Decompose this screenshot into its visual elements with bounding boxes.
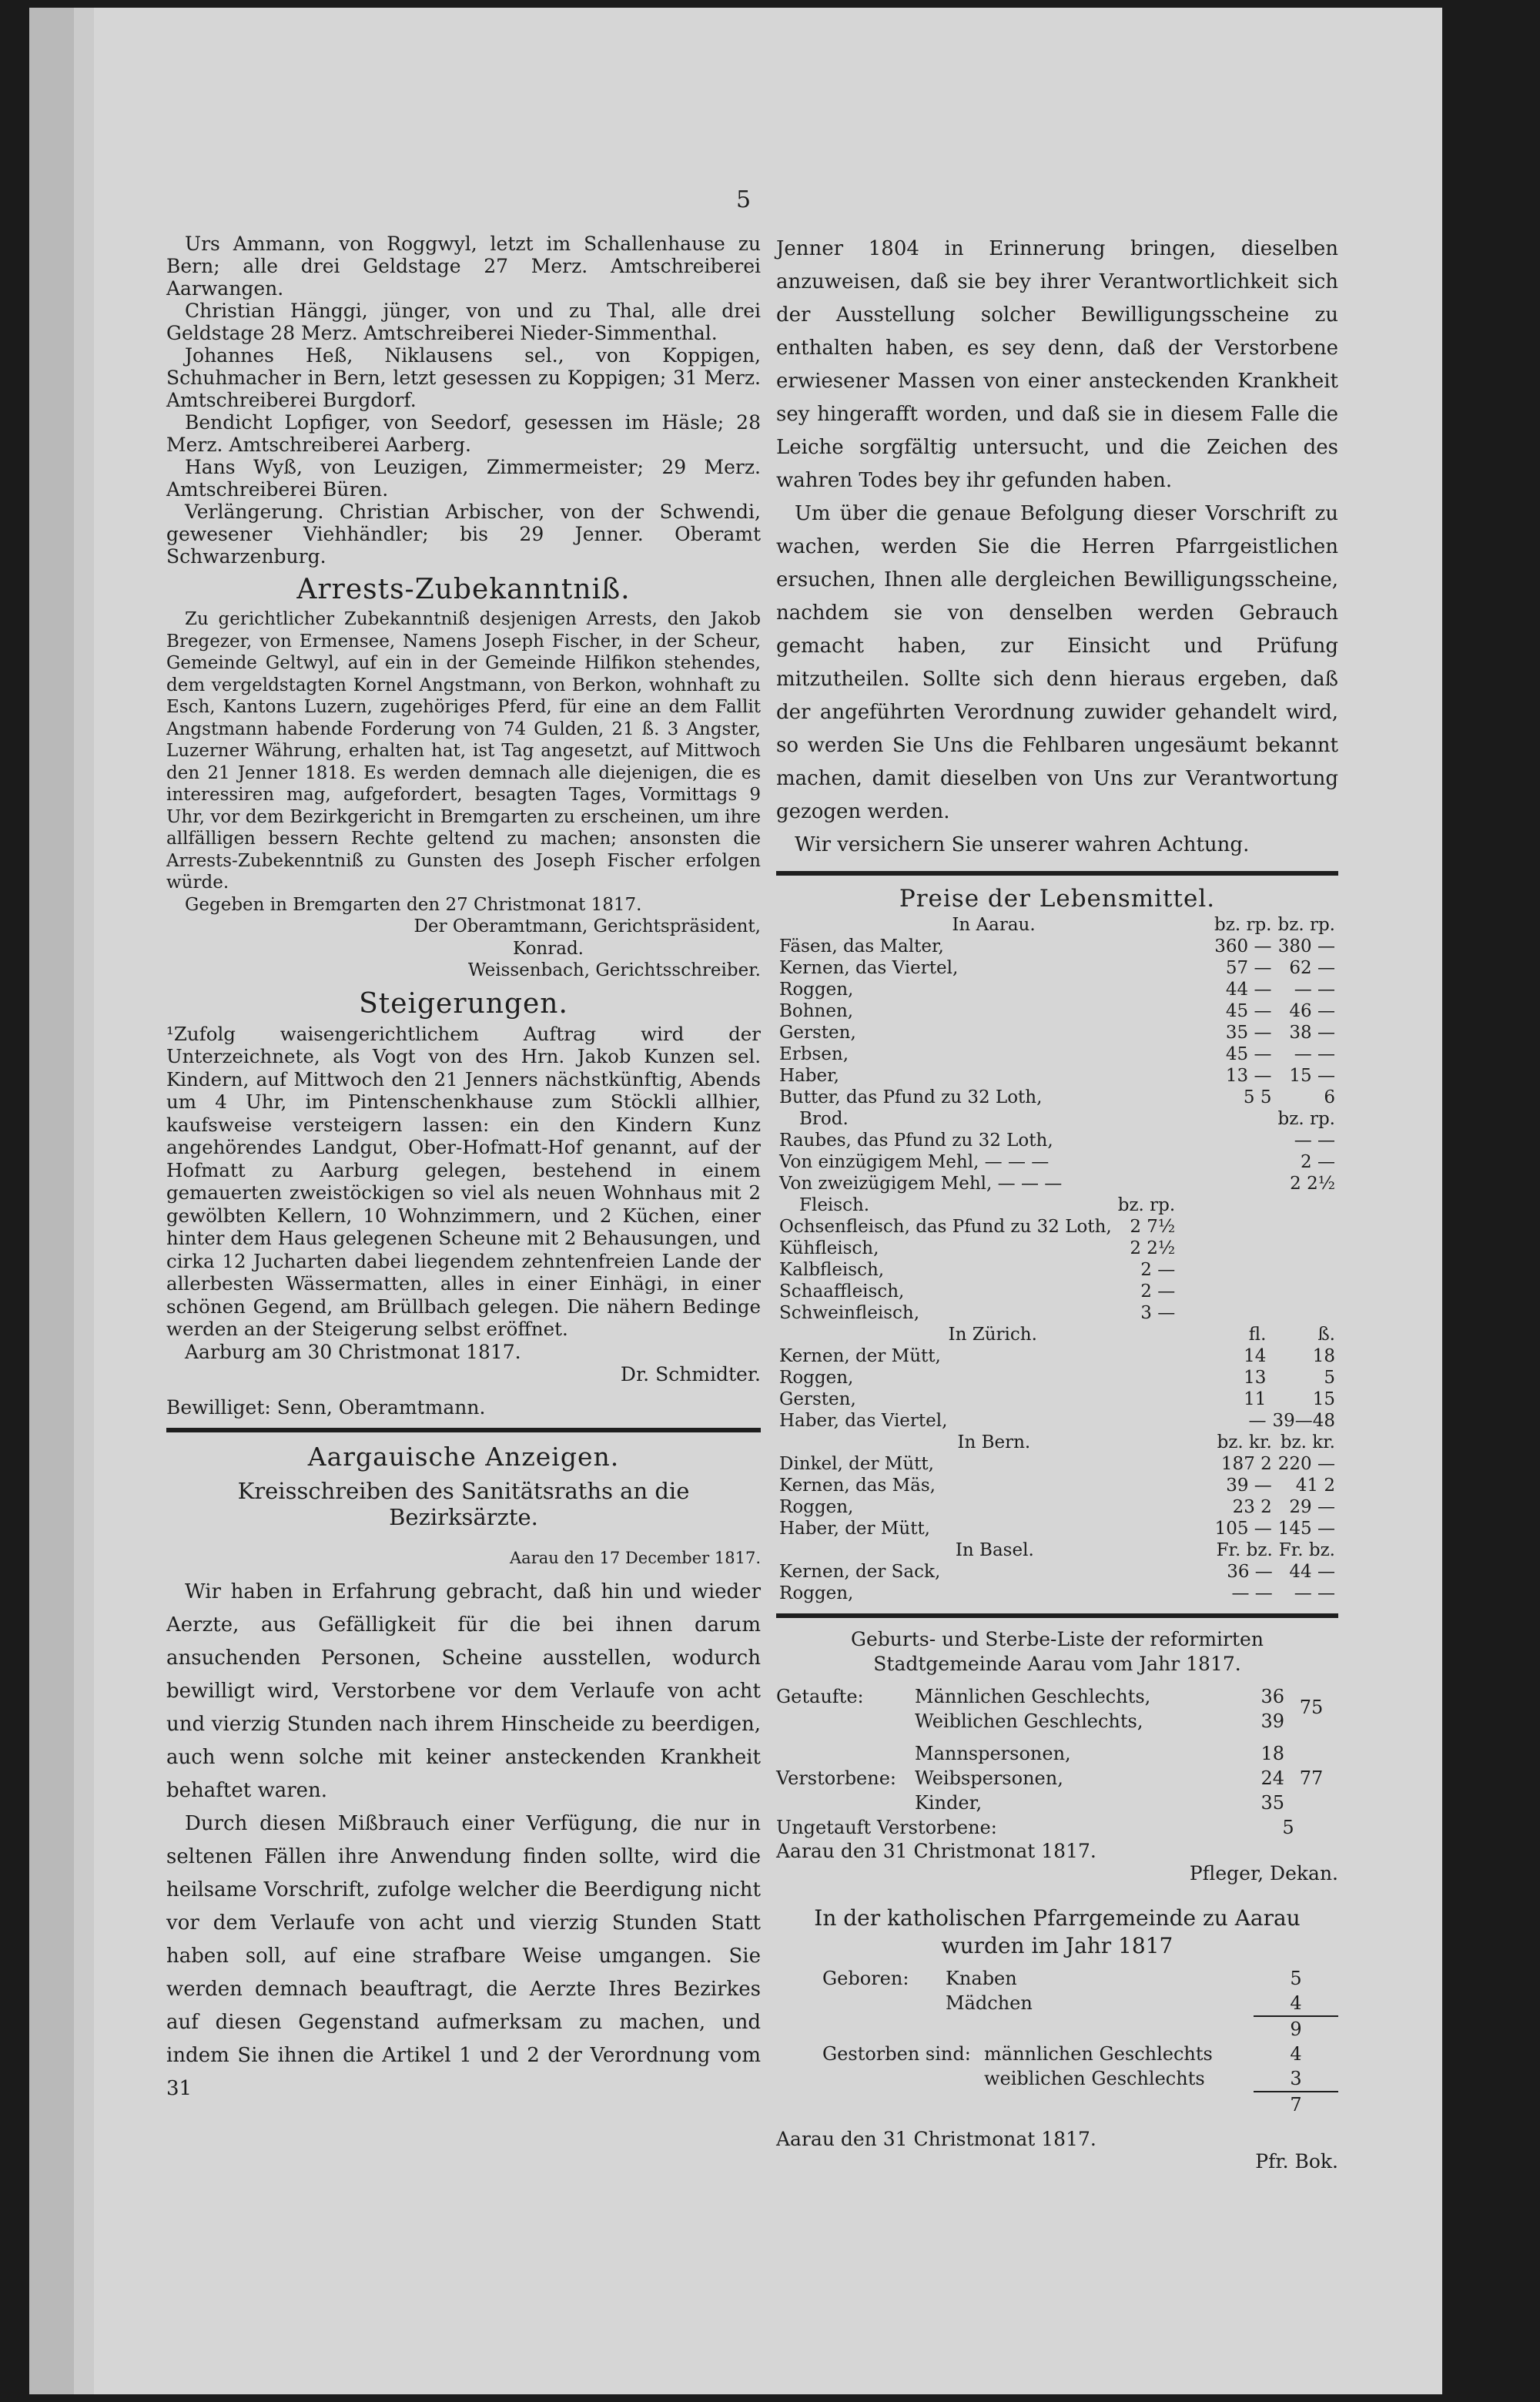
price-item: Haber, der Mütt, bbox=[779, 1519, 930, 1539]
market-label: In Basel. bbox=[955, 1540, 1034, 1560]
group-label: Geboren: bbox=[822, 1968, 909, 1989]
count-label: Knaben bbox=[946, 1968, 1017, 1989]
price-row bbox=[776, 1496, 1338, 1518]
count-value: 35 bbox=[1260, 1792, 1284, 1814]
column-unit: fl. bbox=[1248, 1325, 1267, 1345]
right-column bbox=[776, 233, 1338, 2173]
price-value: 15 — bbox=[1289, 1066, 1335, 1086]
group-total: 75 bbox=[1299, 1697, 1324, 1718]
count-label: Mädchen bbox=[946, 1992, 1033, 2014]
price-item: Kernen, das Viertel, bbox=[779, 958, 959, 978]
price-item: Kernen, der Mütt, bbox=[779, 1346, 941, 1366]
arrest-signature: Der Oberamtmann, Gerichtspräsident, bbox=[413, 916, 761, 936]
price-value: 39—48 bbox=[1272, 1411, 1335, 1431]
section-rule bbox=[776, 1613, 1338, 1618]
price-value: 18 bbox=[1312, 1346, 1335, 1366]
ungetauft-count: 5 bbox=[1282, 1817, 1294, 1838]
price-value: 29 — bbox=[1289, 1497, 1335, 1517]
count-label: Mannspersonen, bbox=[915, 1743, 1071, 1764]
price-item: Dinkel, der Mütt, bbox=[779, 1454, 934, 1474]
category-label: Fleisch. bbox=[799, 1195, 870, 1215]
market-label: In Bern. bbox=[957, 1432, 1031, 1452]
group-items bbox=[915, 1684, 1284, 1734]
price-item: Kernen, das Mäs, bbox=[779, 1476, 936, 1496]
aargau-heading: Aargauische Anzeigen. bbox=[307, 1441, 620, 1472]
count-value: 24 bbox=[1260, 1767, 1284, 1789]
price-item: Kalbfleisch, bbox=[779, 1260, 885, 1280]
count-row bbox=[984, 2042, 1338, 2066]
price-row bbox=[776, 1453, 1338, 1475]
price-value: 39 — bbox=[1226, 1476, 1272, 1496]
ref-signature: Pfleger, Dekan. bbox=[1189, 1862, 1338, 1884]
price-item: Ochsenfleisch, das Pfund zu 32 Loth, bbox=[779, 1217, 1112, 1237]
kreisschreiben-heading: Kreisschreiben des Sanitätsraths an die Bezirksärzte. bbox=[237, 1477, 690, 1530]
price-row bbox=[776, 1281, 1178, 1302]
arrest-signature: Weissenbach, Gerichtsschreiber. bbox=[467, 960, 761, 980]
price-row bbox=[776, 1065, 1338, 1087]
price-value: 360 — bbox=[1214, 936, 1272, 956]
kreisschreiben-closing: Wir versichern Sie unserer wahren Achtung. bbox=[795, 833, 1250, 856]
group-items bbox=[915, 1741, 1284, 1815]
prices-brod-table bbox=[776, 1108, 1338, 1194]
count-row bbox=[915, 1766, 1284, 1791]
column-unit: Fr. bz. bbox=[1216, 1540, 1273, 1560]
price-row bbox=[776, 1238, 1178, 1259]
price-row bbox=[776, 1087, 1338, 1108]
price-value: 38 — bbox=[1289, 1023, 1335, 1043]
geldstag-entry: Johannes Heß, Niklausens sel., von Koppigen, Schuhmacher in Bern, letzt gesessen zu Koppigen; 31 Merz. Amtschreiberei Burgdorf. bbox=[166, 344, 761, 411]
count-value: 5 bbox=[1290, 1968, 1302, 1989]
price-value: 2 — bbox=[1140, 1260, 1176, 1280]
steigerung-text: ¹Zufolg waisengerichtlichem Auftrag wird der Unterzeichnete, als Vogt von des Hrn. Jakob Kunzen sel. Kindern, auf Mittwoch den 21 Jenners nächstkünftig, Abends um 4 Uhr, im Pintenschenkhause zum Stöckli allhier, kaufsweise versteigern lassen: ein den Kindern Kunz angehörendes Landgut, Ober-Hofmatt-Hof genannt, auf der Hofmatt zu Aarburg gelegen, bestehend in einem gemauerten zweistöckigen so viel als neuen Wohnhaus mit 2 gewölbten Kellern, 10 Wohnzimmern, und 2 Küchen, einer hinter dem Haus gelegenen Scheune mit 2 Behausungen, und cirka 12 Jucharten dabei liegendem zehntenfreien Lande der allerbesten Wässermatten, alles in einer Einhägi, in einer schönen Gegend, am Brüllbach gelegen. Die nähern Bedinge werden an der Steigerung selbst eröffnet. bbox=[166, 1022, 761, 1340]
count-label: Männlichen Geschlechts, bbox=[915, 1686, 1151, 1707]
count-value: 36 bbox=[1260, 1686, 1284, 1707]
price-item: Bohnen, bbox=[779, 1001, 854, 1021]
count-row bbox=[984, 2066, 1338, 2092]
price-item: Gersten, bbox=[779, 1023, 856, 1043]
price-value: 380 — bbox=[1277, 936, 1335, 956]
prices-aarau-table bbox=[776, 914, 1338, 1108]
price-value: 23 2 bbox=[1232, 1497, 1272, 1517]
price-value: 35 — bbox=[1225, 1023, 1272, 1043]
prices-bern-table bbox=[776, 1432, 1338, 1539]
price-value: 15 bbox=[1312, 1389, 1335, 1409]
arrest-heading: Arrests-Zubekanntniß. bbox=[296, 574, 631, 605]
column-unit: bz. rp. bbox=[1117, 1195, 1176, 1215]
count-total-row bbox=[946, 2017, 1338, 2042]
count-row bbox=[915, 1741, 1284, 1766]
price-row bbox=[776, 936, 1338, 957]
count-total-row bbox=[984, 2092, 1338, 2117]
price-value: 14 bbox=[1244, 1346, 1267, 1366]
group-label: Verstorbene: bbox=[776, 1767, 896, 1789]
price-value: — — bbox=[1294, 1044, 1335, 1064]
price-item: Schweinfleisch, bbox=[779, 1303, 920, 1323]
price-row bbox=[776, 1000, 1338, 1022]
price-row bbox=[776, 1151, 1338, 1173]
price-row bbox=[776, 1173, 1338, 1194]
getaufte-group bbox=[776, 1684, 1338, 1734]
ungetauft-row bbox=[776, 1815, 1338, 1840]
price-value: 44 — bbox=[1289, 1562, 1335, 1582]
section-rule bbox=[776, 871, 1338, 876]
price-item: Raubes, das Pfund zu 32 Loth, bbox=[779, 1131, 1053, 1151]
column-unit: bz. rp. bbox=[1277, 1109, 1335, 1129]
price-value: 57 — bbox=[1225, 958, 1272, 978]
column-unit: bz. rp. bbox=[1214, 915, 1272, 935]
prices-heading: Preise der Lebensmittel. bbox=[899, 885, 1216, 913]
verstorbene-group bbox=[776, 1741, 1338, 1815]
price-item: Roggen, bbox=[779, 980, 854, 1000]
price-item: Roggen, bbox=[779, 1368, 854, 1388]
group-label: Getaufte: bbox=[776, 1686, 864, 1707]
price-row bbox=[776, 979, 1338, 1000]
geldstag-entry: Bendicht Lopfiger, von Seedorf, gesessen im Häsle; 28 Merz. Amtschreiberei Aarberg. bbox=[166, 411, 761, 456]
column-unit: Fr. bz. bbox=[1278, 1540, 1335, 1560]
price-row bbox=[776, 1389, 1338, 1410]
market-label: In Aarau. bbox=[952, 915, 1036, 935]
geldstag-entry: Hans Wyß, von Leuzigen, Zimmermeister; 29 Merz. Amtschreiberei Büren. bbox=[166, 456, 761, 501]
left-column bbox=[166, 233, 761, 2106]
count-row bbox=[946, 1966, 1338, 1991]
price-value: 5 5 bbox=[1243, 1087, 1272, 1107]
count-value: 18 bbox=[1260, 1743, 1284, 1764]
price-row bbox=[776, 1410, 1338, 1432]
market-label: In Zürich. bbox=[948, 1325, 1037, 1345]
price-value: 105 — bbox=[1214, 1519, 1272, 1539]
count-value: 3 bbox=[1254, 2066, 1338, 2092]
price-row bbox=[776, 1345, 1338, 1367]
column-unit: bz. kr. bbox=[1217, 1432, 1272, 1452]
geldstag-entry: Urs Ammann, von Roggwyl, letzt im Schallenhause zu Bern; alle drei Geldstage 27 Merz. Amtschreiberei Aarwangen. bbox=[166, 233, 761, 300]
kreisschreiben-paragraph: Um über die genaue Befolgung dieser Vorschrift zu wachen, werden Sie die Herren Pfarrgeistlichen ersuchen, Ihnen alle dergleichen Bewilligungsscheine, nachdem sie von denselben werden Gebrauch gemacht haben, zur Einsicht und Prüfung mitzutheilen. Sollte sich denn hieraus ergeben, daß der angeführten Verordnung zuwider gehandelt wird, so werden Sie Uns die Fehlbaren ungesäumt bekannt machen, damit dieselben von Uns zur Verantwortung gezogen werden. bbox=[776, 502, 1338, 823]
ref-date: Aarau den 31 Christmonat 1817. bbox=[776, 1840, 1096, 1862]
count-row bbox=[946, 1991, 1338, 2017]
column-unit: bz. rp. bbox=[1277, 915, 1335, 935]
price-value: 11 bbox=[1244, 1389, 1267, 1409]
catholic-date: Aarau den 31 Christmonat 1817. bbox=[776, 2128, 1096, 2150]
price-value: 36 — bbox=[1227, 1562, 1273, 1582]
newspaper-page bbox=[29, 8, 1442, 2394]
count-value: 4 bbox=[1254, 1991, 1338, 2017]
price-item: Fäsen, das Malter, bbox=[779, 936, 944, 956]
price-value: 2 7½ bbox=[1130, 1217, 1176, 1237]
binding-gutter bbox=[29, 8, 74, 2394]
price-item: Schaaffleisch, bbox=[779, 1281, 905, 1302]
price-row bbox=[776, 1259, 1178, 1281]
geldstag-entry: Verlängerung. Christian Arbischer, von der Schwendi, gewesener Viehhändler; bis 29 Jenner. Oberamt Schwarzenburg. bbox=[166, 501, 761, 568]
price-item: Kernen, der Sack, bbox=[779, 1562, 941, 1582]
kreisschreiben-continued: Jenner 1804 in Erinnerung bringen, dieselben anzuweisen, daß sie bey ihrer Verantwortlichkeit sich der Ausstellung solcher Bewilligungsscheine zu enthalten haben, es sey denn, daß der Verstorbene erwiesener Massen von einer ansteckenden Krankheit sey hingerafft worden, und daß sie in diesem Falle die Leiche sorgfältig untersucht, und die Zeichen des wahren Todes bey ihr gefunden haben. bbox=[776, 237, 1338, 492]
section-rule bbox=[166, 1428, 761, 1432]
arrest-date: Gegeben in Bremgarten den 27 Christmonat 1817. bbox=[185, 894, 642, 915]
price-value: 220 — bbox=[1277, 1454, 1335, 1474]
catholic-heading: In der katholischen Pfarrgemeinde zu Aarau wurden im Jahr 1817 bbox=[814, 1905, 1301, 1958]
price-value: 46 — bbox=[1289, 1001, 1335, 1021]
price-row bbox=[776, 1302, 1178, 1324]
price-row bbox=[776, 957, 1338, 979]
price-value: 187 2 bbox=[1220, 1454, 1272, 1474]
price-row bbox=[776, 1561, 1338, 1583]
price-item: Kühfleisch, bbox=[779, 1238, 879, 1258]
prices-zurich-table bbox=[776, 1324, 1338, 1432]
count-label: männlichen Geschlechts bbox=[984, 2043, 1213, 2065]
catholic-signature: Pfr. Bok. bbox=[1255, 2150, 1338, 2173]
price-item: Haber, das Viertel, bbox=[779, 1411, 948, 1431]
count-value: 4 bbox=[1290, 2043, 1302, 2065]
price-value: 13 bbox=[1244, 1368, 1267, 1388]
price-row bbox=[776, 1518, 1338, 1539]
arrest-signature: Konrad. bbox=[513, 938, 584, 959]
group-items bbox=[946, 1966, 1338, 2042]
price-value: 44 — bbox=[1225, 980, 1272, 1000]
price-value: 45 — bbox=[1225, 1044, 1272, 1064]
price-item: Von einzügigem Mehl, — — — bbox=[779, 1152, 1050, 1172]
kreisschreiben-paragraph: Wir haben in Erfahrung gebracht, daß hin und wieder Aerzte, aus Gefälligkeit für die bei ihnen darum ansuchenden Personen, Scheine ausstellen, wodurch bewilligt wird, Verstorbene vor dem Verlaufe von acht und vierzig Stunden nach ihrem Hinscheide zu beerdigen, auch wenn solche mit keiner ansteckenden Krankheit behaftet waren. bbox=[166, 1580, 761, 1802]
price-value: 13 — bbox=[1225, 1066, 1272, 1086]
price-value: — — bbox=[1294, 1131, 1335, 1151]
price-value: 41 2 bbox=[1295, 1476, 1335, 1496]
price-value: 2 2½ bbox=[1130, 1238, 1176, 1258]
count-label: weiblichen Geschlechts bbox=[984, 2068, 1205, 2089]
geldstag-entry: Christian Hänggi, jünger, von und zu Thal, alle drei Geldstage 28 Merz. Amtschreiberei Nieder-Simmenthal. bbox=[166, 300, 761, 344]
birth-death-heading: Geburts- und Sterbe-Liste der reformirten Stadtgemeinde Aarau vom Jahr 1817. bbox=[851, 1628, 1264, 1675]
price-value: 2 — bbox=[1140, 1281, 1176, 1302]
price-row bbox=[776, 1583, 1338, 1604]
binding-shadow bbox=[74, 8, 94, 2394]
price-item: Von zweizügigem Mehl, — — — bbox=[779, 1174, 1063, 1194]
price-row bbox=[776, 1367, 1338, 1389]
price-value: — bbox=[1248, 1411, 1267, 1431]
price-value: 45 — bbox=[1225, 1001, 1272, 1021]
price-item: Roggen, bbox=[779, 1497, 854, 1517]
price-row bbox=[776, 1022, 1338, 1044]
price-value: 3 — bbox=[1140, 1303, 1176, 1323]
group-total: 77 bbox=[1299, 1767, 1324, 1789]
price-row bbox=[776, 1216, 1178, 1238]
count-row bbox=[915, 1684, 1284, 1709]
count-label: Weiblichen Geschlechts, bbox=[915, 1710, 1143, 1732]
price-value: 2 — bbox=[1301, 1152, 1335, 1172]
price-row bbox=[776, 1475, 1338, 1496]
price-item: Gersten, bbox=[779, 1389, 856, 1409]
arrest-text: Zu gerichtlicher Zubekanntniß desjenigen Arrests, den Jakob Bregezer, von Ermensee, Namens Joseph Fischer, in der Scheur, Gemeinde Geltwyl, auf ein in der Gemeinde Hilfikon stehendes, dem vergeldstagten Kornel Angstmann, von Berkon, wohnhaft zu Esch, Kantons Luzern, zugehöriges Pferd, für eine an dem Fallit Angstmann habende Forderung von 74 Gulden, 21 ß. 3 Angster, Luzerner Währung, erhalten hat, ist Tag angesetzt, auf Mittwoch den 21 Jenner 1818. Es werden demnach alle diejenigen, die es interessiren mag, aufgefordert, besagten Tages, Vormittags 9 Uhr, vor dem Bezirkgericht in Bremgarten zu erscheinen, um ihre allfälligen bessern Rechte geltend zu machen; ansonsten die Arrests-Zubekenntniß zu Gunsten des Joseph Fischer erfolgen würde. bbox=[166, 609, 761, 893]
price-row bbox=[776, 1130, 1338, 1151]
column-unit: ß. bbox=[1317, 1325, 1335, 1345]
price-item: Haber, bbox=[779, 1066, 839, 1086]
price-row bbox=[776, 1044, 1338, 1065]
price-value: 2 2½ bbox=[1290, 1174, 1335, 1194]
kreisschreiben-date: Aarau den 17 December 1817. bbox=[510, 1548, 761, 1567]
price-value: — — bbox=[1294, 1583, 1335, 1603]
count-label: Weibspersonen, bbox=[915, 1767, 1063, 1789]
count-value: 39 bbox=[1260, 1710, 1284, 1732]
page-number: 5 bbox=[736, 186, 752, 213]
price-value: 5 bbox=[1324, 1368, 1335, 1388]
steigerung-approval: Bewilliget: Senn, Oberamtmann. bbox=[166, 1395, 486, 1419]
group-label: Gestorben sind: bbox=[822, 2043, 971, 2065]
geboren-group bbox=[776, 1966, 1338, 2042]
count-total: 9 bbox=[1290, 2018, 1302, 2040]
ungetauft-label: Ungetauft Verstorbene: bbox=[776, 1817, 997, 1838]
category-label: Brod. bbox=[799, 1109, 849, 1129]
price-value: 62 — bbox=[1289, 958, 1335, 978]
count-row bbox=[915, 1709, 1284, 1734]
count-label: Kinder, bbox=[915, 1792, 983, 1814]
steigerung-signature: Dr. Schmidter. bbox=[620, 1362, 761, 1385]
kreisschreiben-paragraph: Durch diesen Mißbrauch einer Verfügung, die nur in seltenen Fällen ihre Anwendung finden sollte, wird die heilsame Vorschrift, zufolge welcher die Beerdigung nicht vor dem Verlaufe von acht und vierzig Stunden Statt haben soll, auf eine strafbare Weise umgangen. Sie werden demnach beauftragt, die Aerzte Ihres Bezirkes auf diesen Gegenstand aufmerksam zu machen, und indem Sie ihnen die Artikel 1 und 2 der Verordnung vom 31 bbox=[166, 1811, 761, 2100]
prices-basel-table bbox=[776, 1539, 1338, 1604]
steigerung-date: Aarburg am 30 Christmonat 1817. bbox=[185, 1340, 521, 1363]
steigerungen-heading: Steigerungen. bbox=[359, 987, 568, 1020]
price-item: Butter, das Pfund zu 32 Loth, bbox=[779, 1087, 1043, 1107]
column-unit: bz. kr. bbox=[1280, 1432, 1335, 1452]
price-value: 6 bbox=[1324, 1087, 1335, 1107]
price-value: — — bbox=[1231, 1583, 1273, 1603]
gestorben-group bbox=[776, 2042, 1338, 2117]
count-total: 7 bbox=[1290, 2094, 1302, 2116]
price-value: 145 — bbox=[1277, 1519, 1335, 1539]
count-row bbox=[915, 1791, 1284, 1815]
prices-fleisch-table bbox=[776, 1194, 1178, 1324]
price-value: — — bbox=[1294, 980, 1335, 1000]
price-item: Roggen, bbox=[779, 1583, 854, 1603]
group-items bbox=[984, 2042, 1338, 2117]
price-item: Erbsen, bbox=[779, 1044, 849, 1064]
